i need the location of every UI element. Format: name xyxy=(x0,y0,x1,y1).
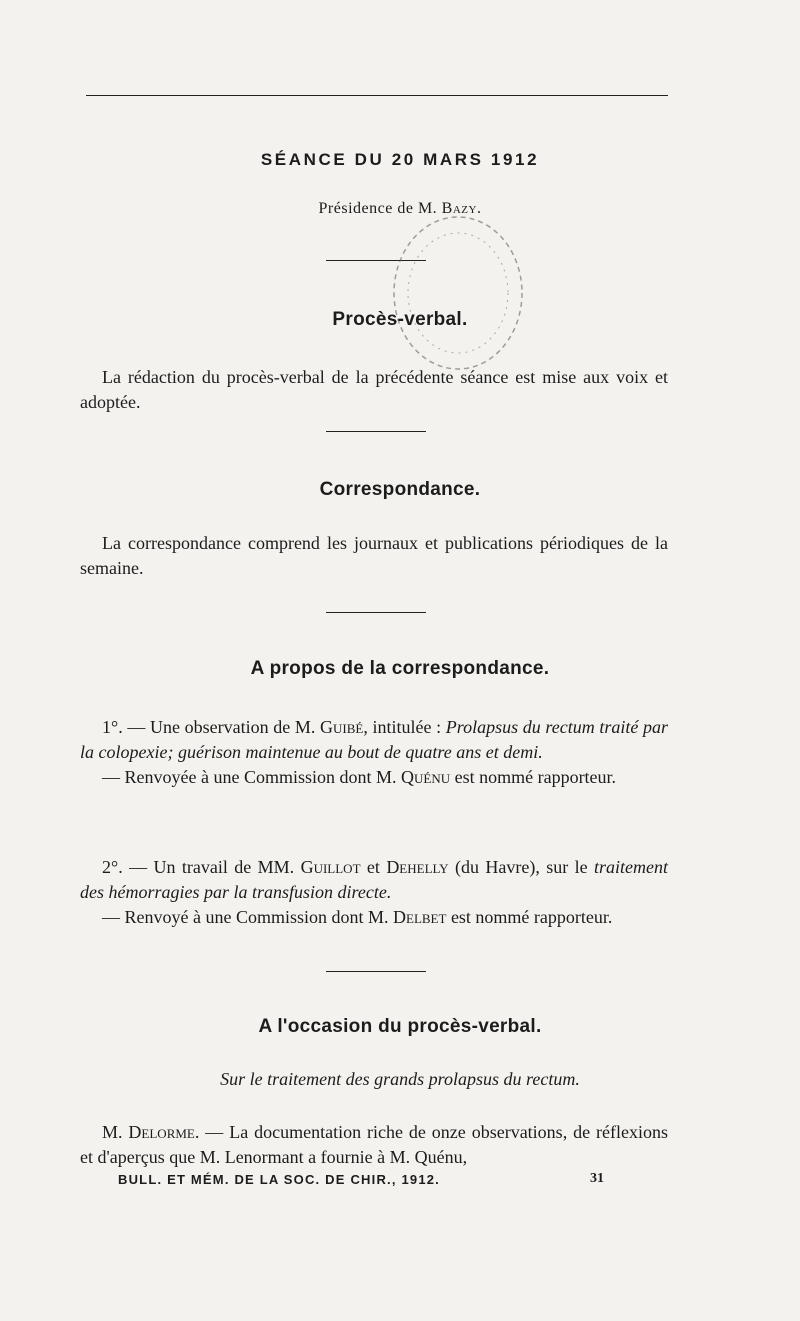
item-2-title: traitement des hémorragies par la transfusion directe. xyxy=(80,857,669,902)
library-stamp-icon xyxy=(378,208,538,378)
item-1-paragraph xyxy=(80,715,668,765)
speaker-name: M. Delorme. xyxy=(102,1122,200,1142)
occasion-text xyxy=(80,1120,668,1170)
item-2-et: et xyxy=(360,857,387,877)
footer-journal: BULL. ET MÉM. DE LA SOC. DE CHIR., 1912. xyxy=(118,1172,440,1187)
item-2-renvoi-prefix: — Renvoyé à une Commission dont M. xyxy=(102,907,393,927)
correspondance-text xyxy=(80,531,668,581)
item-1-title: Prolapsus du rectum traité par la colopexie; guérison maintenue au bout de quatre ans et demi. xyxy=(80,717,669,762)
item-2-mid: (du Havre), sur le xyxy=(448,857,595,877)
item-1-mid: , intitulée : xyxy=(363,717,446,737)
a-propos-item-2 xyxy=(80,855,668,930)
top-rule xyxy=(86,95,668,96)
proces-verbal-heading: Procès-verbal. xyxy=(332,309,468,330)
seance-title: SÉANCE DU 20 MARS 1912 xyxy=(260,150,540,169)
page-number: 31 xyxy=(590,1171,604,1186)
presidence-prefix: Présidence de M. xyxy=(318,200,438,217)
delorme-paragraph xyxy=(80,1120,668,1170)
correspondance-heading: Correspondance. xyxy=(319,479,481,500)
item-1-renvoi xyxy=(80,765,668,790)
president-name: Bazy. xyxy=(441,200,482,217)
occasion-heading: A l'occasion du procès-verbal. xyxy=(258,1016,542,1037)
item-2-renvoi-suffix: est nommé rapporteur. xyxy=(446,907,613,927)
item-1-rapporteur: Quénu xyxy=(400,767,451,787)
a-propos-item-1 xyxy=(80,715,668,790)
item-2-author-2: Dehelly xyxy=(386,857,449,877)
item-2-number: 2°. xyxy=(102,857,123,877)
item-2-rapporteur: Delbet xyxy=(393,907,447,927)
section-divider xyxy=(326,971,426,972)
item-1-author: Guibé xyxy=(320,717,364,737)
item-1-intro: — Une observation de M. xyxy=(122,717,321,737)
delorme-text: — La documentation riche de onze observations, de réflexions et d'aperçus que M. Lenormant a fournie à M. Quénu, xyxy=(80,1122,668,1167)
item-2-author-1: Guillot xyxy=(300,857,361,877)
item-1-renvoi-prefix: — Renvoyée à une Commission dont M. xyxy=(102,767,401,787)
a-propos-heading: A propos de la correspondance. xyxy=(250,658,550,679)
item-1-renvoi-suffix: est nommé rapporteur. xyxy=(450,767,617,787)
proces-verbal-paragraph: La rédaction du procès-verbal de la précédente séance est mise aux voix et adoptée. xyxy=(80,367,668,412)
proces-verbal-text xyxy=(80,365,668,415)
item-2-intro: — Un travail de MM. xyxy=(122,857,301,877)
item-2-paragraph xyxy=(80,855,668,905)
item-1-number: 1°. xyxy=(102,717,123,737)
section-divider xyxy=(326,612,426,613)
occasion-subtitle: Sur le traitement des grands prolapsus du rectum. xyxy=(220,1069,580,1089)
correspondance-paragraph: La correspondance comprend les journaux et publications périodiques de la semaine. xyxy=(80,533,668,578)
section-divider xyxy=(326,431,426,432)
item-2-renvoi xyxy=(80,905,668,930)
